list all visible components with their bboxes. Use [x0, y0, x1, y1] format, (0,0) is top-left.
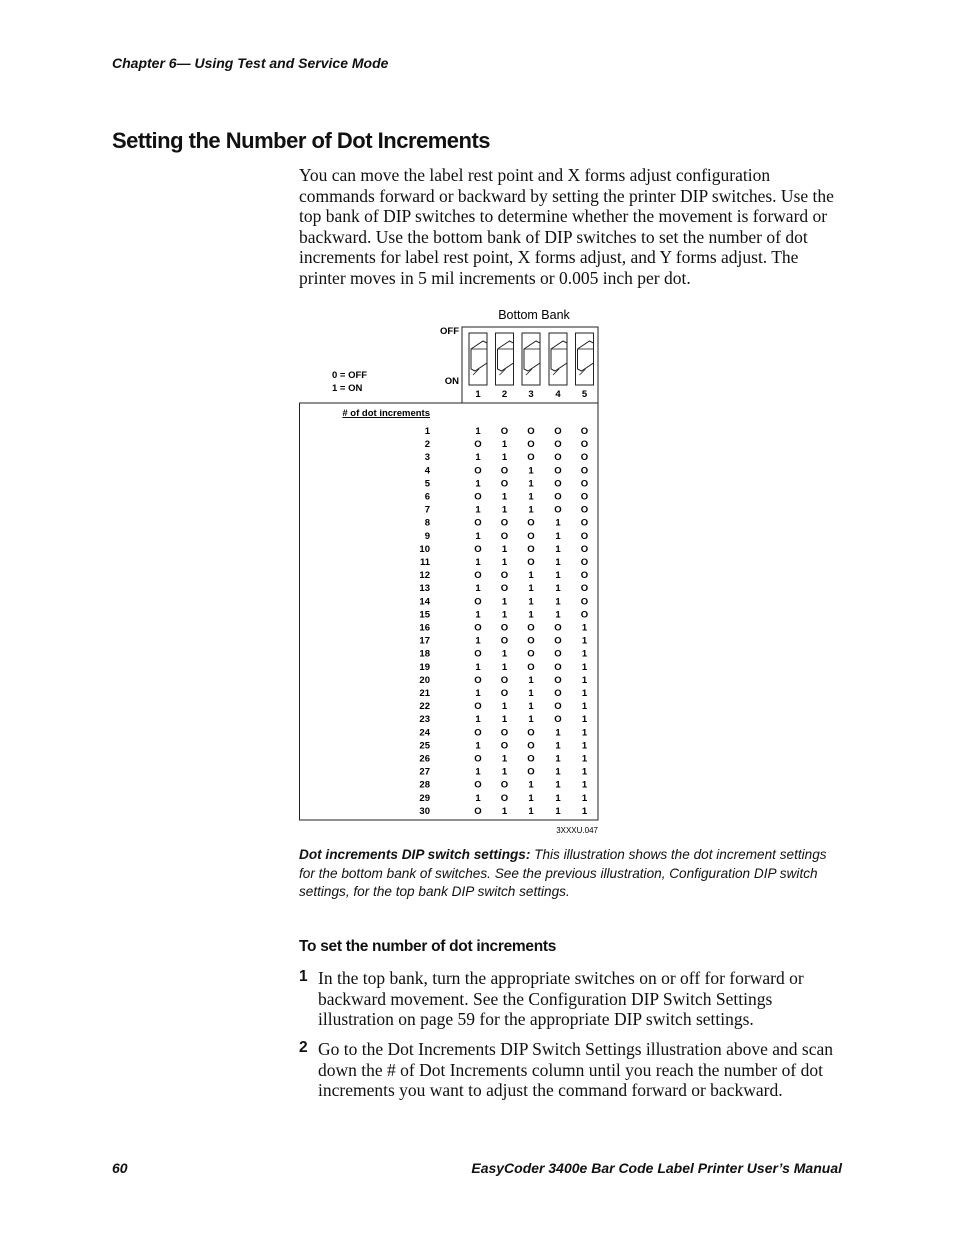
increment-number: 7 — [424, 504, 430, 516]
switch-setting: 1 — [555, 727, 561, 739]
switch-setting: 1 — [528, 779, 534, 791]
switch-setting: 1 — [501, 504, 508, 516]
switch-setting: 1 — [528, 609, 534, 621]
table-row — [425, 465, 588, 476]
switch-setting: 1 — [555, 792, 561, 804]
increment-number: 4 — [424, 465, 430, 477]
switch-setting: O — [554, 426, 562, 437]
figure-caption — [299, 846, 844, 902]
switch-number: 1 — [475, 389, 481, 400]
table-row — [419, 662, 587, 673]
switch-number: 3 — [528, 389, 534, 400]
dip-switch-diagram — [299, 305, 599, 840]
switch-setting: O — [500, 465, 509, 477]
switch-setting: 1 — [475, 557, 481, 568]
switch-setting: 1 — [581, 753, 588, 765]
switch-setting: 1 — [581, 661, 588, 673]
switch-setting: O — [580, 504, 589, 516]
caption-text: This illustration shows the dot increment settings for the bottom bank of switches. See the previous illustration, Configuration DIP switch settings, for the top bank DIP switch settings. — [299, 847, 827, 899]
increment-number: 30 — [419, 805, 430, 817]
switch-setting: O — [474, 648, 482, 660]
switch-setting: 1 — [475, 504, 481, 516]
table-row — [425, 531, 588, 542]
table-row — [419, 596, 588, 607]
switch-setting: O — [527, 557, 535, 568]
increment-number: 10 — [419, 543, 430, 555]
table-row — [425, 452, 588, 463]
table-row — [419, 570, 588, 581]
table-row — [425, 426, 588, 437]
switch-setting: O — [580, 426, 589, 437]
switch-setting: O — [527, 543, 535, 555]
switch-setting: 1 — [501, 766, 508, 778]
switch-setting: 1 — [475, 609, 481, 621]
step-text: Go to the Dot Increments DIP Switch Settings illustration above and scan down the # of Dot Increments column until you reach the number of dot increments you want to adjust the command forward or backward. — [318, 1039, 834, 1100]
increment-number: 19 — [419, 661, 430, 673]
switch-setting: 1 — [555, 557, 561, 568]
dip-switch — [469, 333, 487, 385]
increment-number: 26 — [419, 753, 430, 765]
increment-number: 12 — [419, 570, 430, 582]
switch-setting: O — [554, 674, 562, 686]
switch-setting: O — [527, 452, 535, 464]
dip-switch — [576, 333, 594, 385]
switch-setting: O — [554, 688, 562, 699]
table-row — [425, 492, 588, 503]
switch-setting: 1 — [475, 766, 481, 778]
increment-number: 22 — [419, 701, 430, 713]
table-frame — [300, 403, 599, 820]
switch-setting: 1 — [475, 635, 481, 647]
switch-setting: 1 — [528, 491, 534, 503]
caption-title: Dot increments DIP switch settings: — [299, 847, 531, 862]
table-row — [425, 439, 588, 450]
switch-setting: 1 — [475, 740, 481, 752]
section-title: Setting the Number of Dot Increments — [112, 128, 491, 153]
switch-setting: O — [580, 543, 589, 555]
switch-setting: O — [500, 635, 509, 647]
dip-switch — [549, 333, 567, 385]
switch-setting: O — [580, 596, 589, 608]
increment-number: 17 — [419, 635, 430, 647]
table-row — [420, 557, 588, 568]
switch-setting: 1 — [581, 740, 588, 752]
switch-setting: 1 — [501, 805, 508, 817]
increment-number: 9 — [424, 530, 430, 542]
dip-switch — [522, 333, 540, 385]
switch-setting: 1 — [581, 792, 588, 804]
switch-setting: O — [580, 465, 589, 477]
increment-number: 8 — [424, 517, 430, 529]
switch-setting: O — [527, 661, 535, 673]
increment-number: 23 — [419, 714, 430, 726]
increment-number: 29 — [419, 792, 430, 804]
switch-setting: O — [554, 714, 562, 726]
switch-setting: O — [474, 701, 482, 713]
increment-number: 5 — [424, 478, 430, 490]
switch-setting: O — [527, 766, 535, 778]
switch-setting: O — [500, 517, 509, 529]
switch-setting: O — [500, 727, 509, 739]
switch-setting: 1 — [528, 701, 534, 713]
switch-setting: 1 — [528, 478, 534, 490]
switch-setting: 1 — [528, 674, 534, 686]
chapter-header: Chapter 6— Using Test and Service Mode — [112, 55, 389, 71]
increment-number: 27 — [419, 766, 430, 778]
switch-setting: O — [474, 596, 482, 608]
switch-setting: O — [580, 570, 589, 582]
table-row — [419, 754, 587, 765]
increment-number: 15 — [419, 609, 430, 621]
steps-heading: To set the number of dot increments — [299, 938, 557, 955]
switch-setting: O — [554, 439, 562, 451]
switch-setting: 1 — [555, 530, 561, 542]
switch-setting: 1 — [528, 792, 534, 804]
switch-setting: O — [500, 792, 509, 804]
table-row — [419, 649, 587, 660]
page-number: 60 — [112, 1160, 128, 1176]
table-row — [419, 767, 587, 778]
switch-setting: O — [554, 504, 562, 516]
switch-setting: O — [527, 530, 535, 542]
switch-setting: O — [474, 727, 482, 739]
switch-setting: O — [554, 635, 562, 647]
switch-setting: 1 — [581, 714, 588, 726]
switch-setting: O — [500, 530, 509, 542]
switch-setting: 1 — [555, 609, 561, 621]
switch-setting: 1 — [475, 688, 481, 699]
switch-setting: O — [527, 753, 535, 765]
column-header: # of dot increments — [342, 408, 430, 419]
switch-setting: O — [474, 570, 482, 582]
switch-setting: 1 — [555, 583, 561, 595]
legend-on: 1 = ON — [332, 383, 363, 394]
off-label: OFF — [440, 326, 459, 337]
switch-number-row — [475, 389, 588, 400]
switch-setting: O — [474, 622, 482, 634]
increment-number: 18 — [419, 648, 430, 660]
table-row — [419, 727, 587, 738]
switch-setting: 1 — [581, 727, 588, 739]
switch-setting: O — [474, 674, 482, 686]
switch-setting: O — [474, 491, 482, 503]
switch-setting: 1 — [581, 648, 588, 660]
switch-setting: O — [580, 439, 589, 451]
switch-setting: O — [527, 635, 535, 647]
switch-setting: O — [474, 439, 482, 451]
switch-setting: 1 — [581, 779, 588, 791]
switch-setting: 1 — [555, 766, 561, 778]
switch-setting: 1 — [528, 596, 534, 608]
increment-number: 28 — [419, 779, 430, 791]
switch-setting: O — [500, 478, 509, 490]
table-row — [419, 780, 587, 791]
switch-setting: 1 — [555, 596, 561, 608]
increment-number: 16 — [419, 622, 430, 634]
switch-setting: 1 — [501, 609, 508, 621]
increment-number: 3 — [424, 452, 430, 464]
switch-setting: 1 — [475, 714, 481, 726]
switch-setting: O — [500, 426, 509, 437]
table-row — [419, 740, 587, 751]
switch-setting: 1 — [475, 478, 481, 490]
switch-setting: O — [580, 491, 589, 503]
switch-setting: O — [527, 648, 535, 660]
switch-setting: O — [554, 622, 562, 634]
dip-switch-figure — [299, 305, 599, 840]
switch-setting: 1 — [528, 465, 534, 477]
switch-setting: 1 — [581, 766, 588, 778]
switch-number: 4 — [555, 389, 561, 400]
switch-setting: 1 — [475, 452, 481, 464]
switch-setting: O — [554, 701, 562, 713]
switch-setting: 1 — [475, 792, 481, 804]
switch-setting: O — [580, 517, 589, 529]
switch-setting: O — [580, 583, 589, 595]
step-number: 1 — [299, 968, 308, 985]
switch-setting: O — [554, 465, 562, 477]
increment-number: 25 — [419, 740, 430, 752]
switch-setting: O — [527, 426, 535, 437]
switch-setting: 1 — [501, 596, 508, 608]
table-row — [419, 675, 587, 686]
switch-setting: 1 — [501, 753, 508, 765]
switch-setting: O — [500, 622, 509, 634]
figure-id: 3XXXU.047 — [556, 826, 598, 835]
table-row — [419, 623, 587, 634]
switch-setting: O — [580, 452, 589, 464]
switch-number: 2 — [501, 389, 508, 400]
table-row — [425, 478, 588, 489]
bank-label: Bottom Bank — [498, 308, 570, 322]
switch-setting: 1 — [475, 583, 481, 595]
switch-setting: 1 — [528, 570, 534, 582]
switch-setting: 1 — [475, 426, 481, 437]
switch-setting: O — [580, 557, 589, 568]
switch-setting: 1 — [501, 701, 508, 713]
switch-setting: 1 — [501, 491, 508, 503]
step-number: 2 — [299, 1039, 308, 1056]
switch-setting: O — [554, 491, 562, 503]
switch-setting: O — [554, 661, 562, 673]
switch-setting: 1 — [581, 622, 588, 634]
dip-switch — [496, 333, 514, 385]
manual-title: EasyCoder 3400e Bar Code Label Printer User’s Manual — [471, 1160, 842, 1176]
dot-increment-rows — [419, 426, 588, 817]
increment-number: 6 — [424, 491, 430, 503]
switch-setting: O — [474, 517, 482, 529]
switch-setting: O — [500, 674, 509, 686]
switch-setting: 1 — [528, 688, 534, 699]
switch-setting: 1 — [581, 805, 588, 817]
switch-setting: 1 — [501, 439, 508, 451]
switch-setting: 1 — [581, 688, 588, 699]
switch-setting: O — [527, 727, 535, 739]
switch-setting: 1 — [501, 661, 508, 673]
switch-setting: O — [527, 439, 535, 451]
table-row — [419, 714, 587, 725]
switch-setting: O — [500, 688, 509, 699]
switch-setting: 1 — [581, 674, 588, 686]
table-row — [419, 701, 587, 712]
switch-setting: 1 — [501, 543, 508, 555]
step-text: In the top bank, turn the appropriate switches on or off for forward or backward movement. See the Configuration DIP Switch Settings illustration on page 59 for the appropriate DIP switch settings. — [318, 968, 804, 1029]
switch-setting: 1 — [555, 517, 561, 529]
table-row — [419, 793, 587, 804]
switch-setting: 1 — [528, 805, 534, 817]
increment-number: 20 — [419, 674, 430, 686]
table-row — [419, 583, 588, 594]
switch-setting: O — [580, 478, 589, 490]
table-row — [419, 609, 588, 620]
switch-setting: O — [500, 740, 509, 752]
increment-number: 2 — [424, 439, 430, 451]
switch-setting: 1 — [555, 779, 561, 791]
switch-setting: 1 — [555, 740, 561, 752]
table-row — [419, 544, 588, 555]
increment-number: 11 — [419, 557, 430, 568]
table-row — [425, 505, 588, 516]
switch-setting: 1 — [501, 452, 508, 464]
switch-setting: 1 — [475, 530, 481, 542]
switch-setting: 1 — [581, 701, 588, 713]
switch-setting: 1 — [501, 714, 508, 726]
switch-setting: 1 — [475, 661, 481, 673]
switch-setting: O — [474, 805, 482, 817]
switch-setting: 1 — [555, 570, 561, 582]
switch-setting: O — [527, 517, 535, 529]
switch-setting: O — [474, 465, 482, 477]
switch-setting: O — [554, 452, 562, 464]
increment-number: 24 — [419, 727, 430, 739]
table-row — [419, 806, 587, 817]
increment-number: 13 — [419, 583, 430, 595]
switch-setting: 1 — [581, 635, 588, 647]
switch-setting: O — [527, 740, 535, 752]
switch-row — [469, 333, 594, 385]
switch-setting: 1 — [555, 543, 561, 555]
switch-setting: O — [554, 648, 562, 660]
switch-setting: 1 — [555, 753, 561, 765]
switch-setting: O — [580, 530, 589, 542]
switch-setting: 1 — [528, 504, 534, 516]
switch-setting: 1 — [501, 648, 508, 660]
switch-setting: O — [580, 609, 589, 621]
increment-number: 1 — [424, 426, 430, 437]
legend-off: 0 = OFF — [332, 370, 368, 381]
switch-setting: 1 — [528, 714, 534, 726]
on-label: ON — [444, 376, 459, 387]
switch-setting: O — [527, 622, 535, 634]
switch-setting: O — [500, 779, 509, 791]
switch-setting: 1 — [501, 557, 508, 568]
switch-setting: O — [474, 543, 482, 555]
switch-setting: 1 — [555, 805, 561, 817]
switch-setting: O — [500, 570, 509, 582]
switch-setting: 1 — [528, 583, 534, 595]
table-row — [425, 518, 588, 529]
switch-setting: O — [474, 779, 482, 791]
table-row — [419, 688, 587, 699]
increment-number: 14 — [419, 596, 430, 608]
switch-setting: O — [474, 753, 482, 765]
switch-setting: O — [554, 478, 562, 490]
increment-number: 21 — [419, 688, 430, 699]
table-row — [419, 636, 587, 647]
switch-setting: O — [500, 583, 509, 595]
switch-number: 5 — [581, 389, 588, 400]
intro-paragraph: You can move the label rest point and X forms adjust configuration commands forward or backward by setting the printer DIP switches. Use the top bank of DIP switches to determine whether the movement is forward or backward. Use the bottom bank of DIP switches to set the number of dot increments for label rest point, X forms adjust, and Y forms adjust. The printer moves in 5 mil increments or 0.005 inch per dot. — [299, 165, 834, 288]
